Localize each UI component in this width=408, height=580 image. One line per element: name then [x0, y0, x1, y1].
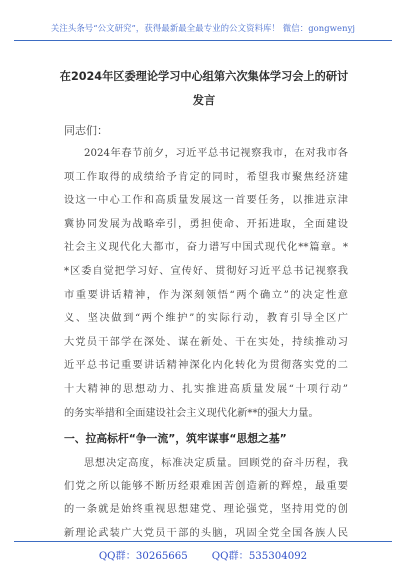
body-text-line: 2024年春节前夕，习近平总书记视察我市，在对我市各: [84, 148, 348, 159]
body-text-line: 市重要讲话精神，作为深刻领悟“两个确立”的决定性意: [64, 289, 348, 301]
body-text-line: 的务实举措和全面建设社会主义现代化新**的强大力量。: [64, 407, 319, 419]
footer-contact: [14, 547, 392, 562]
body-text-line: 社会主义现代化大都市，奋力谱写中国式现代化**篇章。*: [64, 242, 348, 254]
body-text-line: 新理论武装广大党员干部的头脑，巩固全党全国各族人民: [64, 527, 348, 539]
body-text-line: 思想决定高度，标准决定质量。回顾党的奋斗历程，我: [84, 458, 348, 469]
document-title-continued: 发言: [192, 94, 216, 107]
document-title: 在2024年区委理论学习中心组第六次集体学习会上的研讨: [59, 70, 349, 83]
footer-qq-group-1: QQ群：30265665: [98, 551, 188, 562]
salutation: 同志们：: [64, 124, 108, 137]
body-text-line: 们党之所以能够不断历经艰难困苦创造新的辉煌，最重要: [64, 481, 348, 493]
body-text-line: *区委自觉把学习好、宣传好、贯彻好习近平总书记视察我: [64, 266, 348, 277]
footer-divider: [14, 541, 392, 542]
body-text-line: 十大精神的思想动力、扎实推进高质量发展“十项行动”: [64, 384, 348, 395]
header-promo: 关注头条号“公文研究”，获得最新最全最专业的公文资料库！ 微信：gongwenyj: [50, 23, 356, 33]
body-text-line: 义、坚决做到“两个维护”的实际行动，教育引导全区广: [64, 313, 348, 325]
body-text-line: 近平总书记重要讲话精神深化内化转化为贯彻落实党的二: [64, 360, 348, 372]
header-divider: [14, 40, 392, 41]
footer-qq-group-2: QQ群：535304092: [211, 551, 308, 562]
body-text-line: 项工作取得的成绩给予肯定的同时，希望我市聚焦经济建: [64, 171, 348, 183]
body-text-line: 大党员干部学在深处、谋在新处、干在实处，持续推动习: [64, 336, 348, 348]
body-text-line: 冀协同发展为战略牵引，勇担使命、开拓进取，全面建设: [64, 218, 348, 230]
section-heading: 一、拉高标杆“争一流”，筑牢谋事“思想之基”: [64, 432, 287, 445]
body-text-line: 设这一中心工作和高质量发展这一首要任务，以推进京津: [64, 195, 348, 207]
body-text-line: 的一条就是始终重视思想建党、理论强党，坚持用党的创: [64, 504, 348, 516]
